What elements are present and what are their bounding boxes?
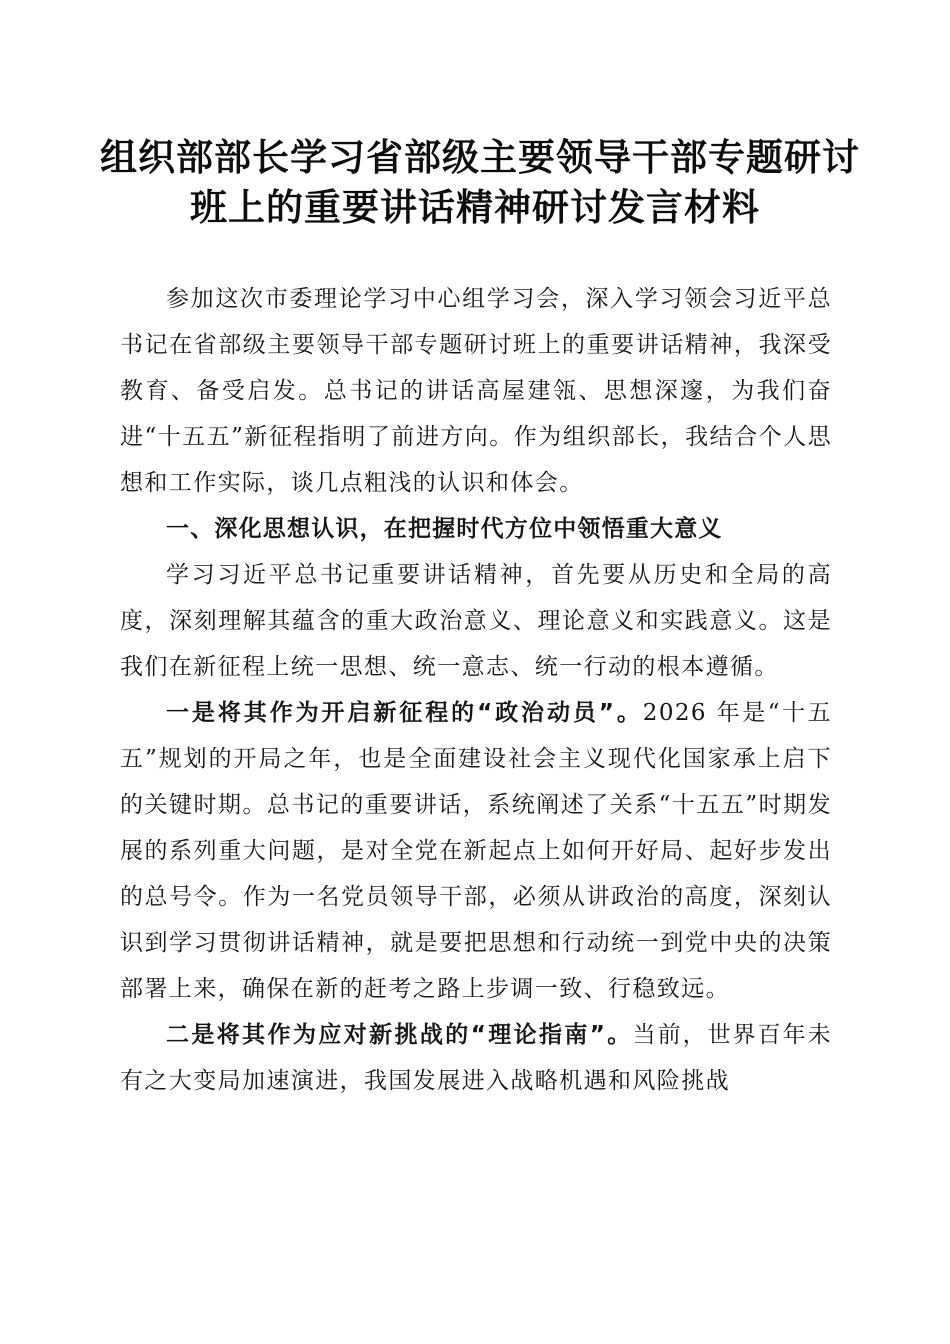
section-1-heading: 一、深化思想认识，在把握时代方位中领悟重大意义	[166, 516, 723, 542]
title-line-1: 组织部部长学习省部级主要领导干部专题研讨	[100, 135, 860, 179]
title-line-2: 班上的重要讲话精神研讨发言材料	[190, 185, 760, 229]
point-1-lead: 一是将其作为开启新征程的“政治动员”。	[166, 700, 643, 726]
point-2-lead: 二是将其作为应对新挑战的“理论指南”。	[166, 1022, 633, 1048]
document-title	[100, 132, 860, 232]
point-1-text: 2026 年是“十五五”规划的开局之年，也是全面建设社会主义现代化国家承上启下的关键时期。总书记的重要讲话，系统阐述了关系“十五五”时期发展的系列重大问题，是对全党在新起点上如何开好局、起好步发出的总号令。作为一名党员领导干部，必须从讲政治的高度，深刻认识到学习贯彻讲话精神，就是要把思想和行动统一到党中央的决策部署上来，确保在新的赶考之路上步调一致、行稳致远。	[120, 700, 832, 1002]
point-1-paragraph	[120, 690, 832, 1012]
intro-paragraph: 参加这次市委理论学习中心组学习会，深入学习领会习近平总书记在省部级主要领导干部专题研讨班上的重要讲话精神，我深受教育、备受启发。总书记的讲话高屋建瓴、思想深邃，为我们奋进“十五五”新征程指明了前进方向。作为组织部长，我结合个人思想和工作实际，谈几点粗浅的认识和体会。	[120, 286, 832, 496]
section-1-intro-paragraph: 学习习近平总书记重要讲话精神，首先要从历史和全局的高度，深刻理解其蕴含的重大政治意义、理论意义和实践意义。这是我们在新征程上统一思想、统一意志、统一行动的根本遵循。	[120, 562, 832, 680]
document-body	[120, 276, 832, 1104]
point-2-paragraph	[120, 1012, 832, 1104]
point-2-text: 当前，世界百年未有之大变局加速演进，我国发展进入战略机遇和风险挑战	[120, 1022, 833, 1094]
